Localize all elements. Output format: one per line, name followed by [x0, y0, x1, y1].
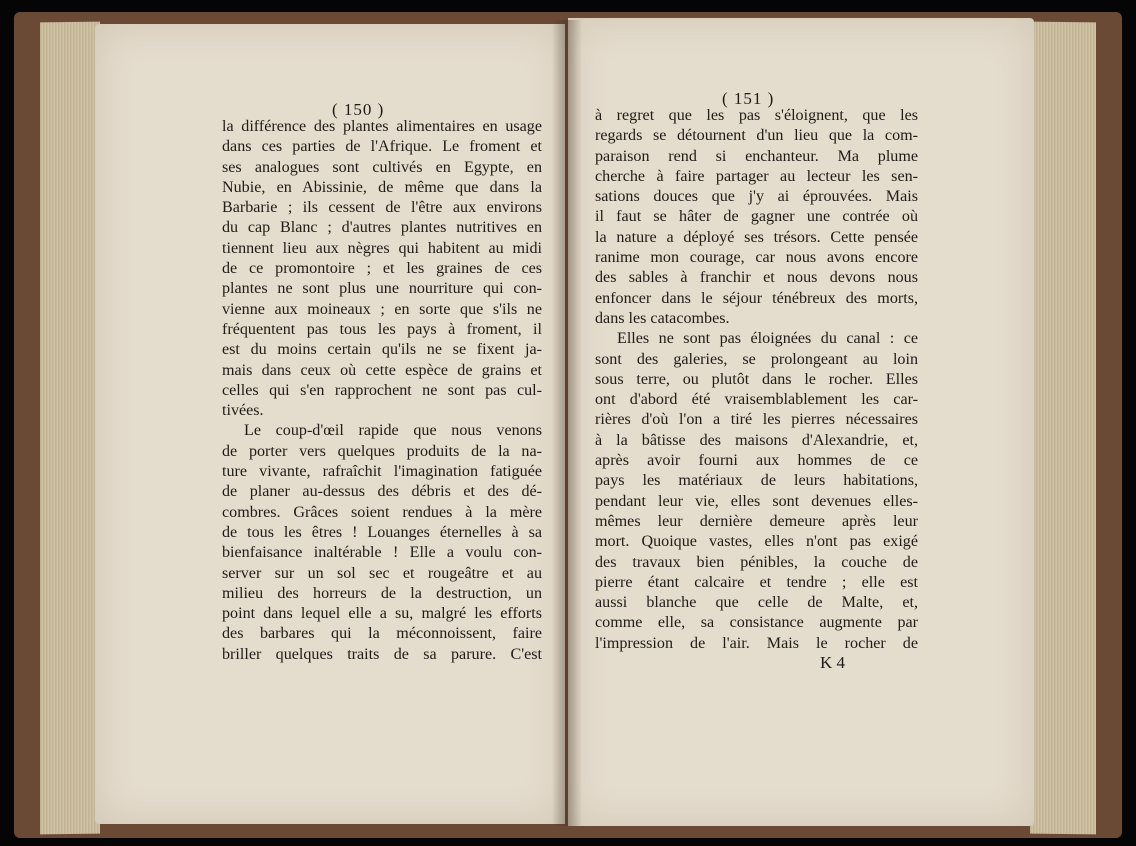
text-line: Le coup-d'œil rapide que nous venons: [244, 422, 542, 440]
text-line: des sables à franchir et nous devons nous: [595, 269, 918, 287]
text-line: des travaux bien pénibles, la couche de: [595, 553, 918, 571]
text-line: de tous les êtres ! Louanges éternelles à sa: [222, 523, 542, 541]
text-line: sous terre, ou plutôt dans le rocher. Elles: [595, 370, 918, 388]
text-line: mêmes leur dernière demeure après leur: [595, 512, 918, 530]
text-line: dans les catacombes.: [595, 309, 730, 327]
text-line: après avoir fourni aux hommes de ce: [595, 452, 918, 470]
text-line: regards se détournent d'un lieu que la com-: [595, 127, 918, 145]
text-line: ont d'abord été vraisemblablement les car-: [595, 391, 918, 409]
text-line: Elles ne sont pas éloignées du canal : ce: [617, 330, 918, 348]
text-line: dans ces parties de l'Afrique. Le froment et: [222, 138, 542, 156]
left-page-edges: [40, 22, 100, 835]
left-page-text: [222, 117, 542, 665]
signature-mark: K 4: [820, 653, 846, 672]
text-line: l'impression de l'air. Mais le rocher de: [595, 634, 918, 652]
text-line: sations douces que j'y ai éprouvées. Mais: [595, 188, 918, 206]
text-line: point dans lequel elle a su, malgré les efforts: [222, 605, 542, 623]
text-line: de porter vers quelques produits de la na-: [222, 442, 542, 460]
text-line: Barbarie ; ils cessent de l'être aux environs: [222, 199, 542, 217]
text-line: paraison rend si enchanteur. Ma plume: [595, 147, 918, 165]
text-line: fréquentent pas tous les pays à froment, il: [222, 320, 542, 338]
text-line: des barbares qui la méconnoissent, faire: [222, 625, 542, 643]
text-line: de ce promontoire ; et les graines de ces: [222, 260, 542, 278]
text-line: combres. Grâces soient rendues à la mère: [222, 503, 542, 521]
text-line: tivées.: [222, 402, 264, 420]
text-line: à regret que les pas s'éloignent, que les: [595, 107, 918, 124]
left-page-number: ( 150 ): [332, 100, 385, 119]
text-line: vienne aux moineaux ; en sorte que s'ils ne: [222, 300, 542, 318]
right-page-text: [595, 106, 918, 654]
text-line: enfoncer dans le séjour ténébreux des morts,: [595, 289, 918, 307]
text-line: ture vivante, rafraîchit l'imagination fatiguée: [222, 463, 542, 481]
text-line: comme elle, sa consistance augmente par: [595, 614, 918, 632]
text-line: à la bâtisse des maisons d'Alexandrie, et,: [595, 431, 918, 449]
text-line: ranime mon courage, car nous avons encore: [595, 249, 918, 267]
text-line: mort. Quoique vastes, elles n'ont pas exigé: [595, 533, 918, 551]
text-line: bienfaisance inaltérable ! Elle a voulu con-: [222, 544, 542, 562]
text-line: plantes ne sont plus une nourriture qui con-: [222, 280, 542, 298]
text-line: mais dans ceux où cette espèce de grains et: [222, 361, 542, 379]
text-line: de planer au-dessus des débris et des dé-: [222, 483, 542, 501]
text-line: pendant leur vie, elles sont devenues elles-: [595, 492, 918, 510]
right-page-number: ( 151 ): [722, 89, 775, 108]
text-line: pays les matériaux de leurs habitations,: [595, 472, 918, 490]
text-line: cherche à faire partager au lecteur les sen-: [595, 167, 918, 185]
text-line: il faut se hâter de gagner une contrée où: [595, 208, 918, 226]
text-line: sont des galeries, se prolongeant au loin: [595, 350, 918, 368]
text-line: briller quelques traits de sa parure. C'est: [222, 645, 542, 663]
text-line: Nubie, en Abissinie, de même que dans la: [222, 178, 542, 196]
text-line: pierre étant calcaire et tendre ; elle est: [595, 573, 918, 591]
book-gutter: [552, 20, 582, 826]
text-line: milieu des horreurs de la destruction, un: [222, 584, 542, 602]
text-line: server sur un sol sec et rougeâtre et au: [222, 564, 542, 582]
text-line: la nature a déployé ses trésors. Cette pensée: [595, 228, 918, 246]
text-line: celles qui s'en rapprochent ne sont pas cul-: [222, 381, 542, 399]
text-line: la différence des plantes alimentaires en usage: [222, 118, 542, 135]
text-line: aussi blanche que celle de Malte, et,: [595, 594, 918, 612]
text-line: rières d'où l'on a tiré les pierres nécessaires: [595, 411, 918, 429]
text-line: tiennent lieu aux nègres qui habitent au midi: [222, 239, 542, 257]
text-line: du cap Blanc ; d'autres plantes nutritives en: [222, 219, 542, 237]
text-line: est du moins certain qu'ils ne se fixent ja-: [222, 341, 542, 359]
right-page-edges: [1030, 22, 1096, 835]
text-line: ses analogues sont cultivés en Egypte, en: [222, 158, 542, 176]
